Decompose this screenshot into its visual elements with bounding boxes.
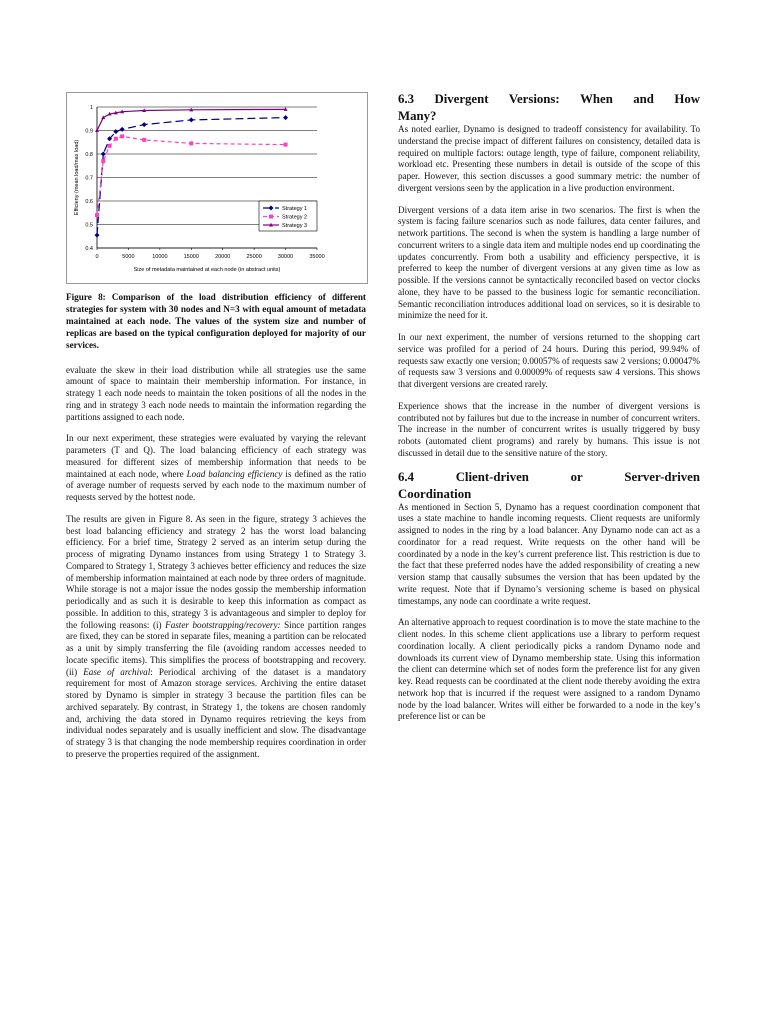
y-tick-label: 0.6	[85, 199, 93, 205]
paragraph: In our next experiment, the number of versions returned to the shopping cart service was profiled for a period of 24 hours. During this period, 99.94% of requests saw exactly one version; 0.00057% of requests saw 2 versions; 0.00047% of requests saw 3 versions and 0.00009% of requests saw 4 versions. This shows that divergent versions are created rarely.	[398, 332, 700, 389]
data-point	[108, 144, 112, 148]
data-point	[269, 215, 273, 219]
data-point	[142, 138, 146, 142]
chart-svg	[67, 93, 367, 283]
data-point	[120, 127, 125, 132]
paragraph: The results are given in Figure 8. As seen in the figure, strategy 3 achieves the best load balancing efficiency and strategy 2 has the worst load balancing efficiency. For a brief time, Strategy 2 served as an interim setup during the process of migrating Dynamo instances from using Strategy 1 to Strategy 3. Compared to Strategy 1, Strategy 3 achieves better efficiency and reduces the size of membership information maintained at each node by three orders of magnitude. While storage is not a major issue the nodes gossip the membership information periodically and as such it is desirable to keep this information as compact as possible. In addition to this, strategy 3 is advantageous and simpler to deploy for the following reasons: (i) Faster bootstrapping/recovery: Since partition ranges are fixed, they can be stored in separate files, meaning a partition can be relocated as a unit by simply transferring the file (avoiding random accesses needed to locate specific items). This simplifies the process of bootstrapping and recovery. (ii) Ease of archival: Periodical archiving of the dataset is a mandatory requirement for most of Amazon storage services. Archiving the entire dataset stored by Dynamo is simpler in strategy 3 because the partition files can be archived separately. By contrast, in Strategy 1, the tokens are chosen randomly and, archiving the data stored in Dynamo requires retrieving the keys from individual nodes separately and is usually inefficient and slow. The disadvantage of strategy 3 is that changing the node membership requires coordination in order to preserve the properties required of the assignment.	[66, 513, 366, 759]
data-point	[114, 137, 118, 141]
legend-label: Strategy 3	[282, 223, 308, 229]
data-point	[283, 115, 288, 120]
legend-label: Strategy 1	[282, 206, 308, 212]
y-tick-label: 0.4	[85, 246, 93, 252]
y-tick-label: 0.8	[85, 152, 93, 158]
section-heading-6-4: 6.4 Client-driven or Server-driven	[398, 469, 700, 484]
x-tick-label: 25000	[246, 254, 262, 260]
paragraph: As mentioned in Section 5, Dynamo has a request coordination component that uses a state machine to handle incoming requests. Client requests are uniformly assigned to nodes in the ring by a load balancer. Any Dynamo node can act as a coordinator for a read request. Write requests on the other hand will be coordinated by a node in the key’s current preference list. This restriction is due to the fact that these preferred nodes have the added responsibility of creating a new version stamp that causally subsumes the version that has been updated by the write request. Note that if Dynamo’s versioning scheme is based on physical timestamps, any node can coordinate a write request.	[398, 501, 700, 606]
y-tick-label: 0.9	[85, 128, 93, 135]
paragraph: Experience shows that the increase in the number of divergent versions is contributed not by failures but due to the increase in number of concurrent writers. The increase in the number of concurrent writes is usually triggered by busy robots (automated client programs) and rarely by humans. This issue is not discussed in detail due to the sensitive nature of the story.	[398, 400, 700, 458]
x-tick-label: 15000	[183, 254, 199, 260]
y-tick-label: 0.7	[85, 175, 93, 182]
y-axis-label: Efficieny (mean load/max load)	[74, 139, 80, 216]
x-tick-label: 20000	[215, 254, 231, 260]
series-line	[97, 118, 286, 236]
data-point	[189, 117, 194, 122]
paragraph: As noted earlier, Dynamo is designed to tradeoff consistency for availability. To understand the precise impact of different failures on consistency, detailed data is required on multiple factors: outage length, type of failure, component reliability, workload etc. Presenting these numbers in detail is outside of the scope of this paper. However, this section discusses a good summary metric: the number of divergent versions seen by the application in a live production environment.	[398, 124, 700, 193]
data-point	[95, 233, 100, 238]
data-point	[113, 129, 118, 134]
legend-label: Strategy 2	[282, 214, 308, 221]
y-tick-label: 1	[89, 105, 93, 111]
section-heading-6-4-line2: Coordination	[398, 486, 472, 501]
data-point	[284, 143, 288, 147]
x-tick-label: 30000	[277, 254, 294, 260]
paragraph: In our next experiment, these strategies were evaluated by varying the relevant parameters (T and Q). The load balancing efficiency of each strategy was measured for different sizes of membership information that needs to be maintained at each node, where Load balancing efficiency is defined as the ratio of average number of requests served by each node to the maximum number of requests served by the hottest node.	[66, 433, 366, 503]
data-point	[189, 141, 193, 145]
paragraph: An alternative approach to request coordination is to move the state machine to the client nodes. In this scheme client applications use a library to perform request coordination locally. A client periodically picks a random Dynamo node and downloads its current view of Dynamo membership state. Using this information the client can determine which set of nodes form the preference list for any given key. Read requests can be coordinated at the client node thereby avoiding the extra network hop that is incurred if the request were assigned to a random Dynamo node by the load balancer. Writes will either be forwarded to a node in the key’s preference list or can be	[398, 617, 700, 722]
x-tick-label: 5000	[122, 254, 135, 260]
paragraph: evaluate the skew in their load distribution while all strategies use the same amount of space to maintain their membership information. For instance, in strategy 1 each node needs to maintain the token positions of all the nodes in the ring and in strategy 3 each node needs to maintain the information regarding the partitions assigned to each node.	[66, 364, 366, 422]
series-line	[97, 136, 286, 215]
x-tick-label: 0	[95, 254, 99, 260]
paragraph: Divergent versions of a data item arise in two scenarios. The first is when the system is facing failure scenarios such as node failures, data center failures, and network partitions. The second is when the system is handling a large number of concurrent writers to a single data item and multiple nodes end up coordinating the updates concurrently. From both a usability and efficiency perspective, it is preferred to keep the number of divergent versions at any given time as low as possible. If the versions cannot be syntactically reconciled based on vector clocks alone, they have to be passed to the business logic for semantic reconciliation. Semantic reconciliation introduces additional load on services, so it is desirable to minimize the need for it.	[398, 204, 700, 321]
data-point	[120, 134, 124, 138]
x-tick-label: 10000	[152, 254, 168, 260]
data-point	[101, 159, 105, 163]
figure-8-chart	[66, 92, 368, 284]
section-heading-6-3: 6.3 Divergent Versions: When and How	[398, 92, 700, 106]
data-point	[142, 122, 147, 127]
data-point	[95, 213, 99, 217]
right-column	[398, 92, 700, 733]
figure-caption: Figure 8: Comparison of the load distribution efficiency of different strategies for system with 30 nodes and N=3 with equal amount of metadata maintained at each node. The values of the system size and number of replicas are based on the typical configuration deployed for majority of our services.	[66, 292, 366, 350]
left-column	[66, 92, 366, 771]
y-tick-label: 0.5	[85, 222, 93, 229]
x-axis-label: Size of metadata maintained at each node (in abstract units)	[133, 267, 281, 273]
section-heading-6-3-line2: Many?	[398, 109, 437, 123]
x-tick-label: 35000	[309, 254, 325, 260]
